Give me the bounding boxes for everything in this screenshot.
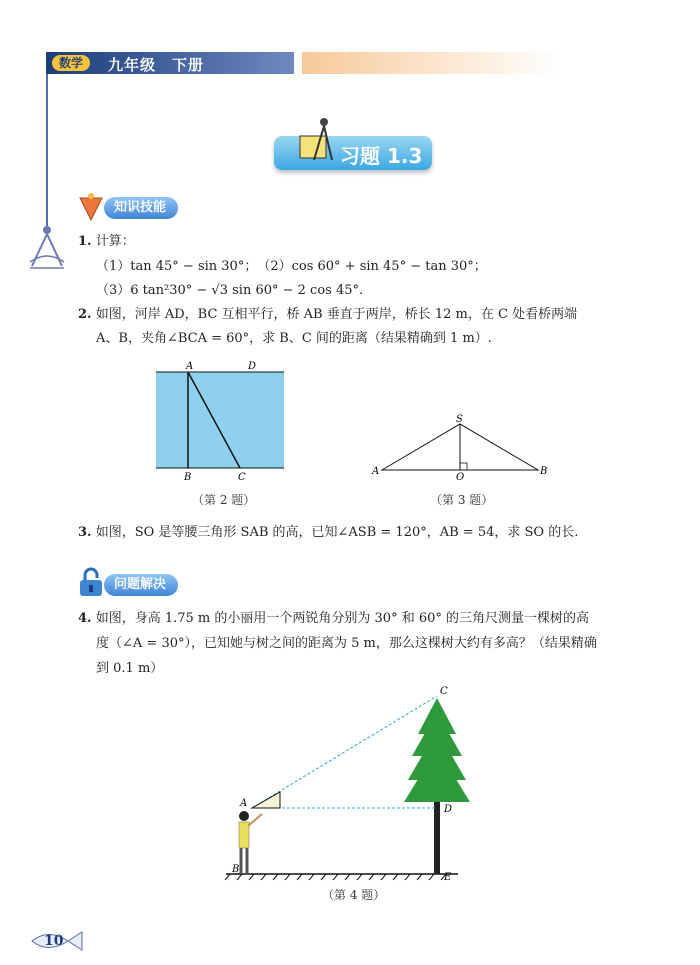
question-text: 如图，身高 1.75 m 的小丽用一个两锐角分别为 30° 和 60° 的三角尺测量一棵树的高 (95, 611, 590, 626)
label-s: S (456, 414, 463, 425)
question-text: 计算： (95, 234, 135, 249)
label-d: D (444, 804, 453, 815)
label-e: E (444, 872, 452, 882)
question-number: 2. (78, 307, 92, 322)
question-number: 3. (78, 525, 92, 540)
figure-4-caption: （第 4 题） (322, 888, 386, 902)
exercise-title: 习题 1.3 (340, 144, 423, 168)
book-title: 九年级 下册 (108, 56, 205, 74)
figure-2-river (150, 358, 290, 480)
question-4-line-2: 度（∠A = 30°），已知她与树之间的距离为 5 m，那么这棵树大约有多高？（结果精确 (96, 636, 597, 651)
label-a: A (372, 466, 380, 477)
label-c: C (238, 472, 246, 480)
label-d: D (248, 361, 257, 372)
question-1 (78, 233, 135, 251)
label-b: B (232, 864, 240, 875)
question-text: 如图，SO 是等腰三角形 SAB 的高，已知∠ASB = 120°，AB = 54，求 SO 的长. (95, 525, 579, 540)
question-2-line-2: A、B，夹角∠BCA = 60°，求 B、C 间的距离（结果精确到 1 m）. (96, 331, 492, 346)
question-text: 如图，河岸 AD，BC 互相平行，桥 AB 垂直于两岸，桥长 12 m，在 C 处看桥两端 (95, 307, 578, 322)
label-c: C (440, 686, 448, 697)
question-4-line-3: 到 0.1 m） (96, 661, 164, 676)
question-1-part-b: （3）6 tan²30° − √3 sin 60° − 2 cos 45°. (96, 283, 364, 298)
figure-3-triangle (370, 412, 550, 480)
question-number: 1. (78, 234, 92, 249)
header-gradient (302, 52, 562, 74)
question-3 (78, 524, 578, 542)
label-a: A (186, 361, 194, 372)
label-a: A (240, 798, 248, 809)
figure-3-caption: （第 3 题） (430, 493, 494, 507)
subject-badge: 数学 (52, 55, 90, 71)
question-number: 4. (78, 611, 92, 626)
label-b: B (184, 472, 192, 480)
compass-icon (24, 222, 70, 272)
label-o: O (456, 472, 465, 480)
pencil-icon (76, 192, 106, 222)
figure-4-tree-measurement (222, 684, 472, 882)
section-skills-tag: 知识技能 (104, 197, 178, 219)
section-problems-tag: 问题解决 (104, 574, 178, 596)
padlock-icon (76, 566, 106, 598)
figure-2-caption: （第 2 题） (192, 493, 256, 507)
question-1-part-a: （1）tan 45° − sin 30°； （2）cos 60° + sin 45° − tan 30°； (96, 259, 487, 274)
drafting-compass-icon (296, 116, 340, 168)
question-2 (78, 306, 577, 324)
page-number: 10 (44, 933, 64, 949)
question-4 (78, 610, 589, 628)
label-b: B (540, 466, 548, 477)
margin-line (46, 74, 48, 226)
